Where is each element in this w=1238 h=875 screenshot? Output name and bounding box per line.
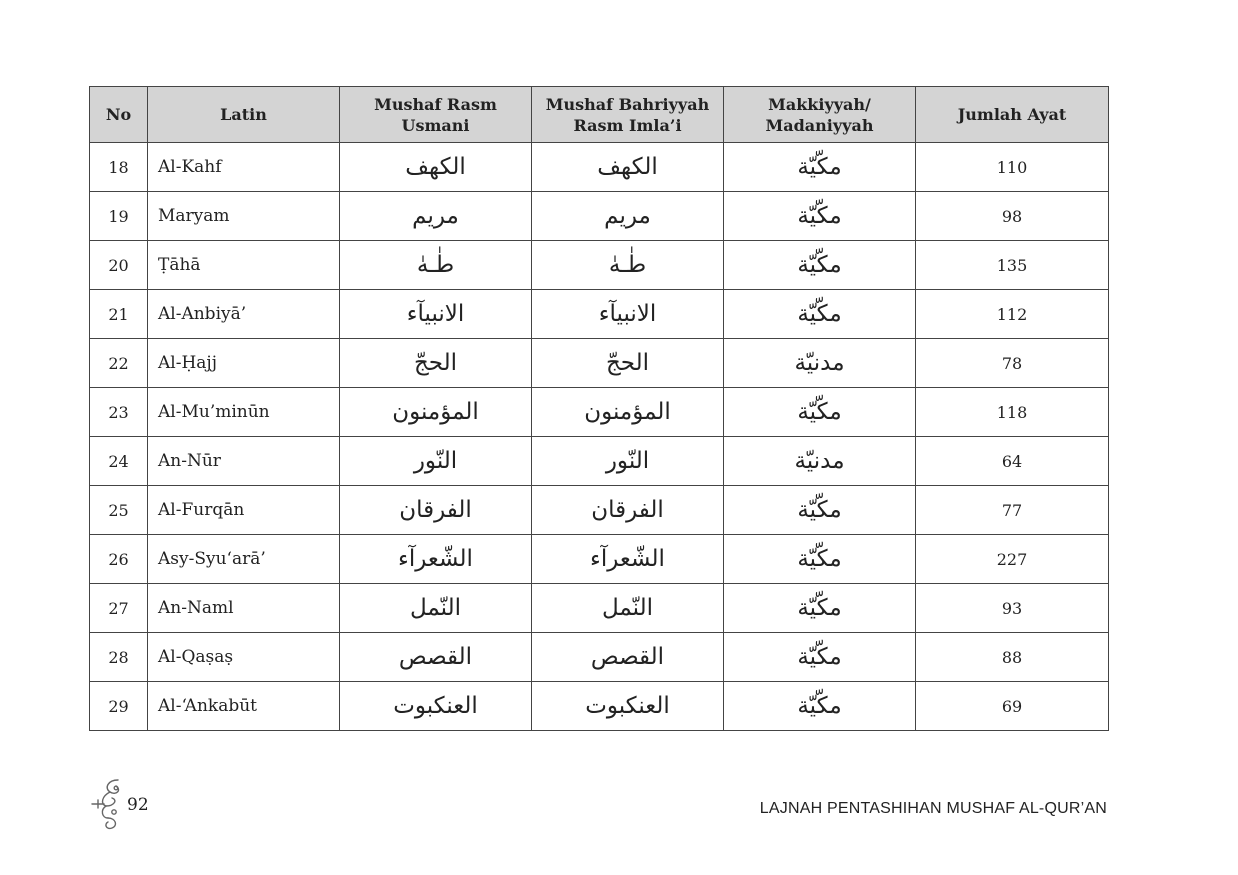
table-header-row — [90, 87, 1109, 143]
cell-type: مكّيّة — [724, 143, 916, 192]
cell-no: 19 — [90, 192, 148, 241]
cell-ayat: 112 — [916, 290, 1109, 339]
cell-latin: Al-Furqān — [148, 486, 340, 535]
cell-type: مدنيّة — [724, 437, 916, 486]
cell-usmani: الحجّ — [340, 339, 532, 388]
cell-type: مكّيّة — [724, 486, 916, 535]
cell-latin: Al-Kahf — [148, 143, 340, 192]
cell-type: مكّيّة — [724, 290, 916, 339]
header-mushaf-usmani-line1: Mushaf Rasm — [374, 94, 497, 114]
cell-bahriyyah: الكهف — [532, 143, 724, 192]
cell-no: 29 — [90, 682, 148, 731]
table-header — [90, 87, 1109, 143]
header-no: No — [90, 87, 148, 143]
cell-latin: Asy-Syu‘arā’ — [148, 535, 340, 584]
page-number: 92 — [127, 795, 149, 815]
cell-bahriyyah: الفرقان — [532, 486, 724, 535]
cell-type: مكّيّة — [724, 192, 916, 241]
table-row — [90, 633, 1109, 682]
cell-ayat: 77 — [916, 486, 1109, 535]
cell-ayat: 78 — [916, 339, 1109, 388]
cell-ayat: 110 — [916, 143, 1109, 192]
table-body — [90, 143, 1109, 731]
cell-usmani: العنكبوت — [340, 682, 532, 731]
cell-no: 23 — [90, 388, 148, 437]
cell-ayat: 69 — [916, 682, 1109, 731]
header-mushaf-usmani-line2: Usmani — [401, 115, 470, 135]
table-row — [90, 290, 1109, 339]
cell-bahriyyah: الحجّ — [532, 339, 724, 388]
table-row — [90, 486, 1109, 535]
cell-no: 22 — [90, 339, 148, 388]
header-mushaf-usmani — [340, 87, 532, 143]
cell-type: مكّيّة — [724, 535, 916, 584]
cell-latin: An-Naml — [148, 584, 340, 633]
cell-no: 26 — [90, 535, 148, 584]
cell-latin: Maryam — [148, 192, 340, 241]
table-row — [90, 682, 1109, 731]
cell-bahriyyah: القصص — [532, 633, 724, 682]
cell-no: 21 — [90, 290, 148, 339]
cell-latin: Al-Qaṣaṣ — [148, 633, 340, 682]
cell-no: 20 — [90, 241, 148, 290]
cell-ayat: 98 — [916, 192, 1109, 241]
table-row — [90, 535, 1109, 584]
cell-ayat: 227 — [916, 535, 1109, 584]
cell-latin: Al-‘Ankabūt — [148, 682, 340, 731]
cell-type: مكّيّة — [724, 682, 916, 731]
cell-type: مدنيّة — [724, 339, 916, 388]
cell-bahriyyah: المؤمنون — [532, 388, 724, 437]
cell-usmani: النّور — [340, 437, 532, 486]
cell-usmani: الكهف — [340, 143, 532, 192]
cell-bahriyyah: النّمل — [532, 584, 724, 633]
cell-usmani: النّمل — [340, 584, 532, 633]
cell-type: مكّيّة — [724, 584, 916, 633]
cell-type: مكّيّة — [724, 241, 916, 290]
cell-usmani: القصص — [340, 633, 532, 682]
cell-ayat: 135 — [916, 241, 1109, 290]
cell-usmani: مريم — [340, 192, 532, 241]
header-mushaf-bahriyyah-line2: Rasm Imla’i — [573, 115, 682, 135]
header-mushaf-bahriyyah — [532, 87, 724, 143]
header-type-line2: Madaniyyah — [765, 115, 874, 135]
cell-usmani: الانبيآء — [340, 290, 532, 339]
cell-bahriyyah: العنكبوت — [532, 682, 724, 731]
cell-usmani: الفرقان — [340, 486, 532, 535]
header-makkiyyah-madaniyyah — [724, 87, 916, 143]
floral-ornament-icon — [90, 776, 130, 832]
running-footer-title: LAJNAH PENTASHIHAN MUSHAF AL-QUR’AN — [759, 800, 1107, 817]
cell-usmani: المؤمنون — [340, 388, 532, 437]
cell-ayat: 93 — [916, 584, 1109, 633]
cell-ayat: 118 — [916, 388, 1109, 437]
cell-latin: Al-Anbiyā’ — [148, 290, 340, 339]
cell-latin: Al-Mu’minūn — [148, 388, 340, 437]
header-jumlah-ayat: Jumlah Ayat — [916, 87, 1109, 143]
cell-no: 28 — [90, 633, 148, 682]
header-latin: Latin — [148, 87, 340, 143]
cell-bahriyyah: الانبيآء — [532, 290, 724, 339]
cell-no: 24 — [90, 437, 148, 486]
cell-bahriyyah: مريم — [532, 192, 724, 241]
surah-table — [89, 86, 1109, 731]
table-row — [90, 339, 1109, 388]
table-row — [90, 192, 1109, 241]
cell-ayat: 64 — [916, 437, 1109, 486]
cell-latin: Ṭāhā — [148, 241, 340, 290]
table-row — [90, 388, 1109, 437]
cell-no: 25 — [90, 486, 148, 535]
table-row — [90, 584, 1109, 633]
cell-no: 18 — [90, 143, 148, 192]
cell-type: مكّيّة — [724, 388, 916, 437]
cell-usmani: طٰـهٰ — [340, 241, 532, 290]
table-row — [90, 143, 1109, 192]
cell-usmani: الشّعرآء — [340, 535, 532, 584]
cell-ayat: 88 — [916, 633, 1109, 682]
cell-no: 27 — [90, 584, 148, 633]
header-mushaf-bahriyyah-line1: Mushaf Bahriyyah — [545, 94, 710, 114]
cell-type: مكّيّة — [724, 633, 916, 682]
cell-bahriyyah: النّور — [532, 437, 724, 486]
cell-bahriyyah: الشّعرآء — [532, 535, 724, 584]
header-type-line1: Makkiyyah/ — [768, 94, 871, 114]
cell-bahriyyah: طٰـهٰ — [532, 241, 724, 290]
cell-latin: An-Nūr — [148, 437, 340, 486]
table-row — [90, 437, 1109, 486]
cell-latin: Al-Ḥajj — [148, 339, 340, 388]
table-row — [90, 241, 1109, 290]
